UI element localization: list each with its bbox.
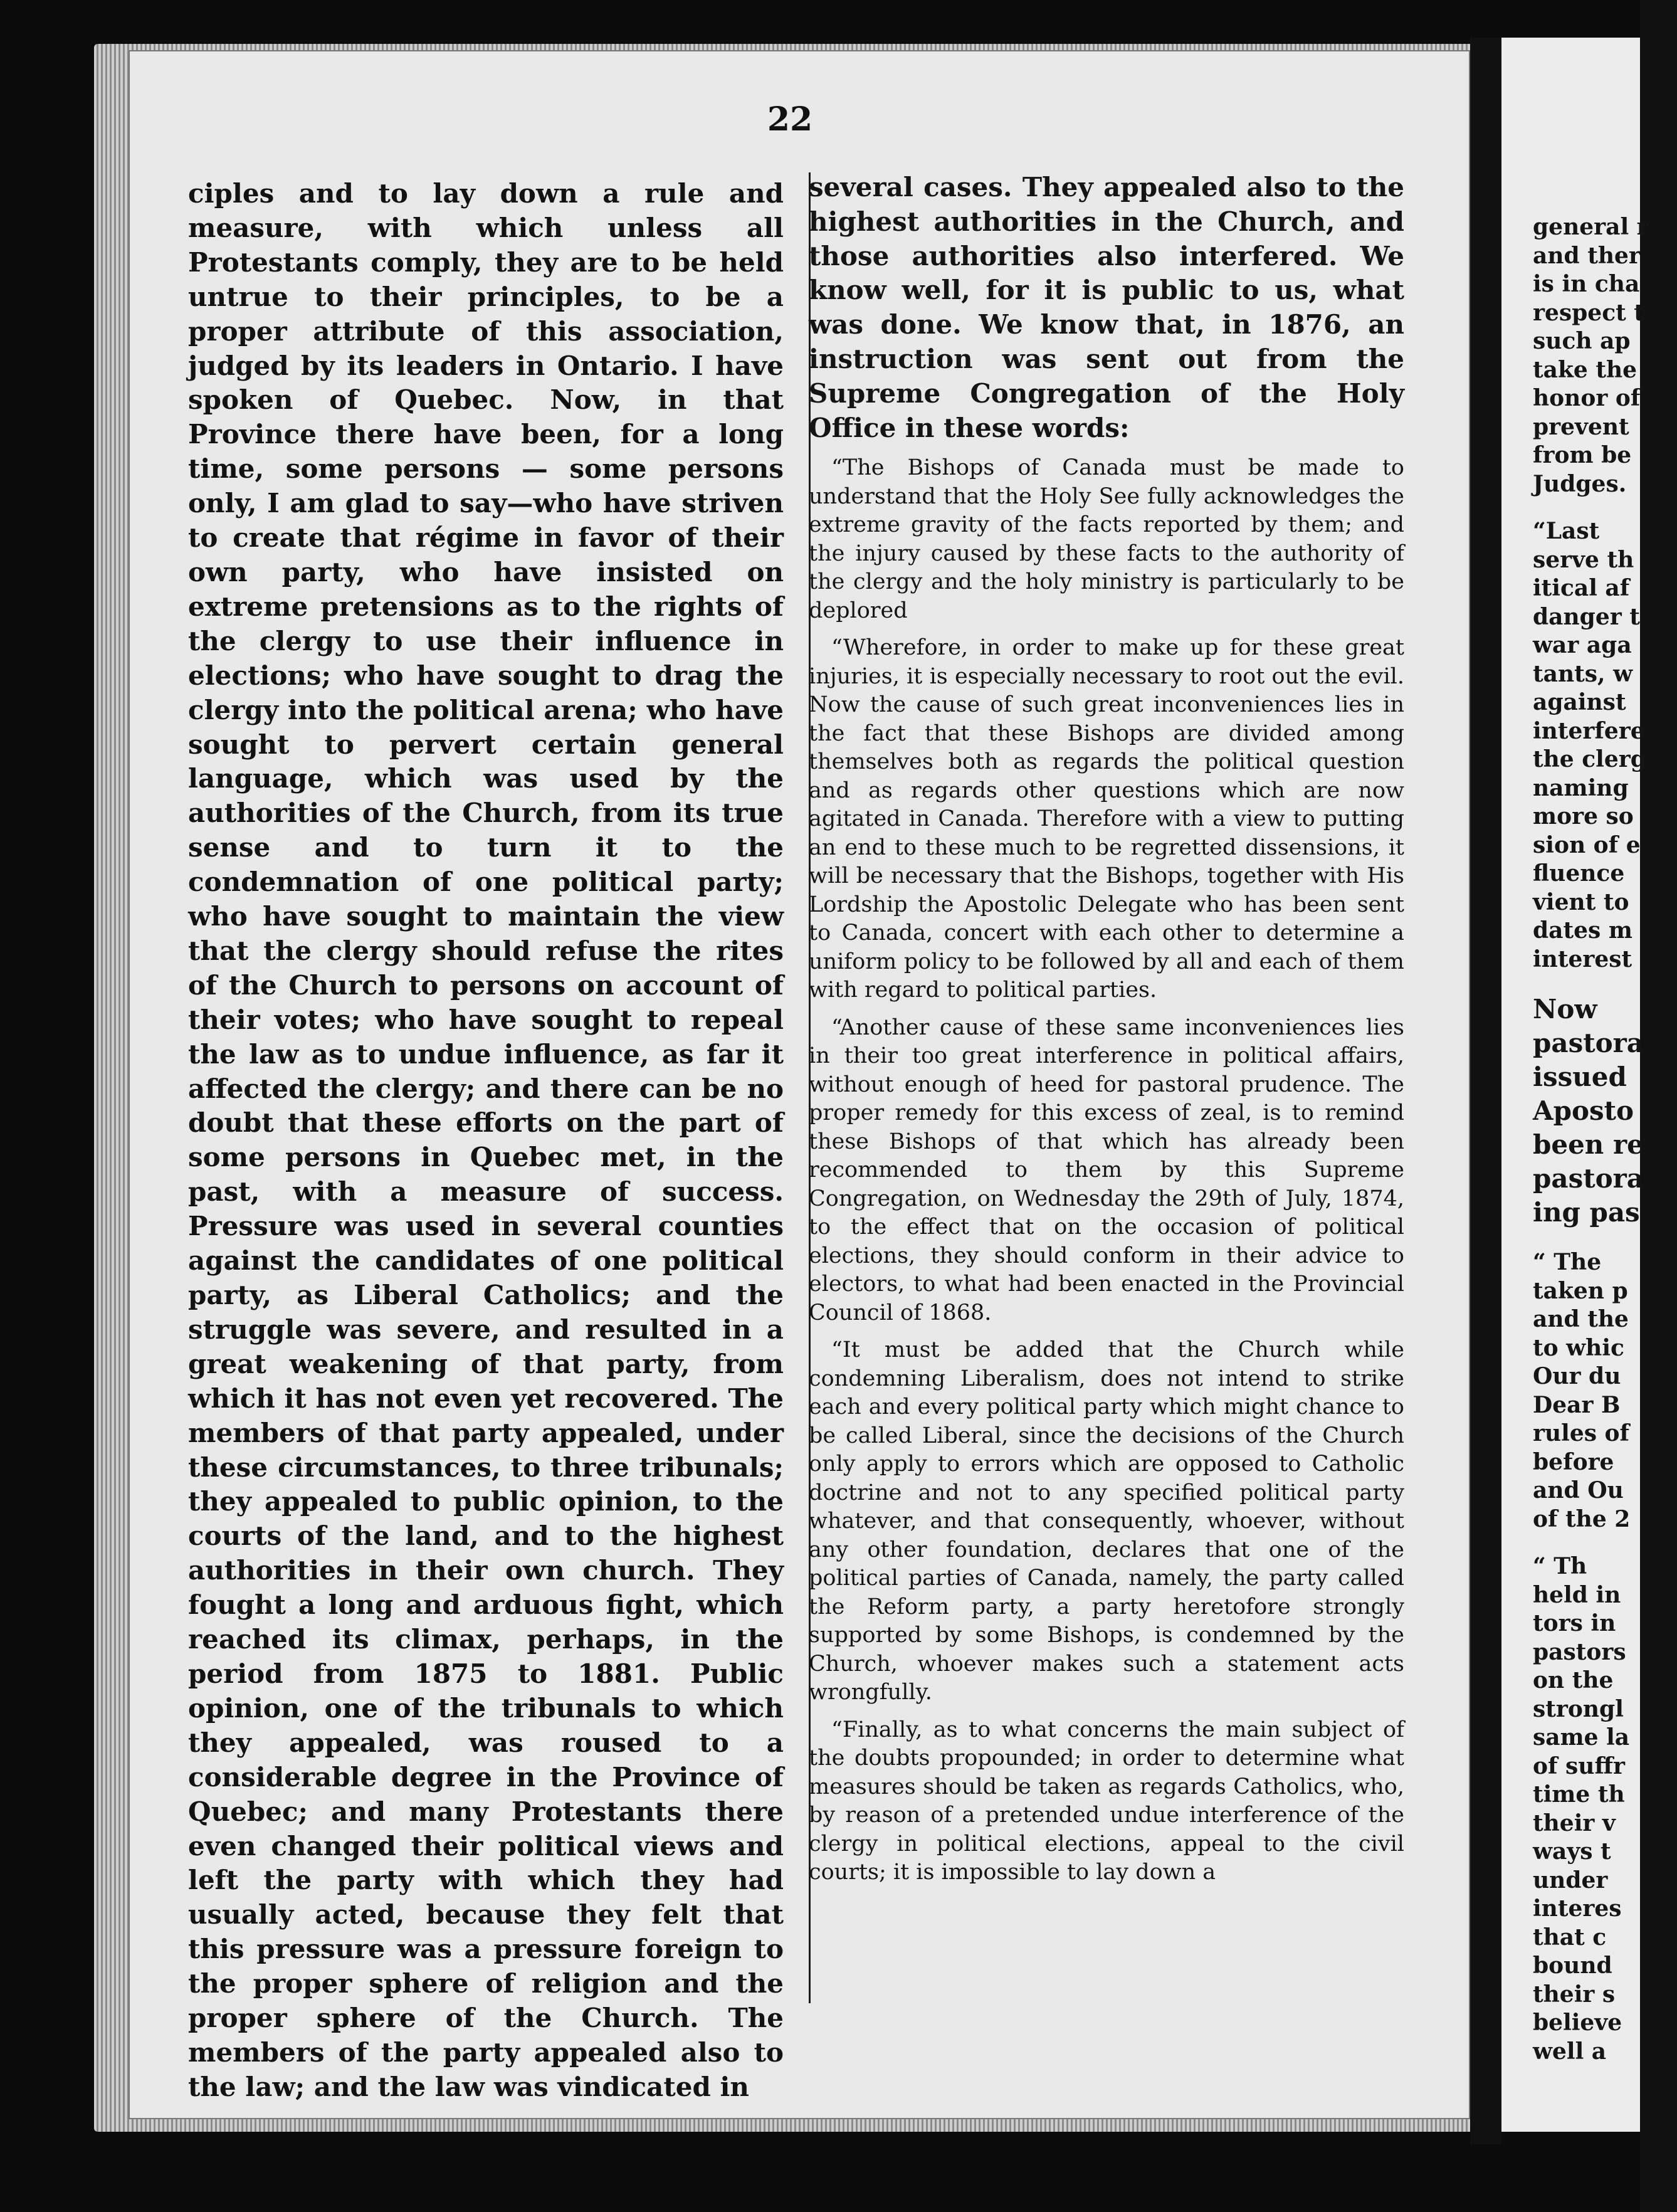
left-column-text: ciples and to lay down a rule and measure, with which unless all Protestants comply, they are to be held untrue to their principles, to be a proper attribute of this association, judged by its leaders in Ontario. I have spoken of Quebec. Now, in that Province there have been, for a long time, some persons — some persons only, I am glad to say—who have striven to create that régime in favor of their own party, who have insisted on extreme pretensions as to the rights of the clergy to use their influence in elections; who have sought to drag the clergy into the political arena; who have sought to pervert certain general language, which was used by the authorities of the Church, from its true sense and to turn it to the condemnation of one political party; who have sought to maintain the view that the clergy should refuse the rites of the Church to persons on account of their votes; who have sought to repeal the law as to undue influence, as far it affected the clergy; and there can be no doubt that these efforts on the part of some persons in Quebec met, in the past, with a measure of success. Pressure was used in several counties against the candidates of one political party, as Liberal Catholics; and the struggle was severe, and resulted in a great weakening of that party, from which it has not even yet recovered. The members of that party appealed, under these circumstances, to three tribunals; they appealed to public opinion, to the courts of the land, and to the highest authorities in their own church. They fought a long and arduous fight, which reached its climax, perhaps, in the period from 1875 to 1881. Public opinion, one of the tribunals to which they appealed, was roused to a considerable degree in the Province of Quebec; and many Protestants there even changed their political views and left the party with which they had usually acted, because they felt that this pressure was a pressure foreign to the proper sphere of religion and the proper sphere of the Church. The members of the party appealed also to the law; and the law was vindicated in	[188, 178, 784, 2102]
right-page-line: tants, w	[1533, 660, 1633, 687]
right-page-line: interfere	[1533, 717, 1645, 744]
right-page-line: dates m	[1533, 917, 1632, 944]
right-page-line: Aposto	[1533, 1095, 1634, 1126]
right-page-line: Now	[1533, 994, 1597, 1024]
right-page-line: vient to	[1533, 888, 1629, 915]
right-page-line: and the	[1533, 1306, 1629, 1332]
right-page-line: pastora	[1533, 1028, 1644, 1058]
right-page-line: naming	[1533, 774, 1629, 801]
right-page-line: serve th	[1533, 546, 1634, 573]
right-page-line: their s	[1533, 1981, 1616, 2008]
right-page-line: been re	[1533, 1129, 1644, 1160]
right-page-line: well a	[1533, 2038, 1607, 2065]
right-page-line: ways t	[1533, 1838, 1611, 1865]
quote-paragraph-4: “It must be added that the Church while condemning Liberalism, does not intend to strike each and every political party which might chance to be called Liberal, since the decisions of the Church only apply to errors which are opposed to Catholic doctrine and not to any specified political party whatever, and that consequently, whoever, without any other foundation, declares that one of the political parties of Canada, namely, the party called the Reform party, a party heretofore strongly supported by some Bishops, is condemned by the Church, whoever makes such a statement acts wrongfully.	[809, 1337, 1404, 1705]
right-page-line: issued	[1533, 1061, 1627, 1092]
right-page-line: respect t	[1533, 299, 1644, 326]
paragraph-gap	[1533, 498, 1677, 517]
right-page-line: pastors	[1533, 1638, 1626, 1665]
right-page-line: time th	[1533, 1781, 1625, 1808]
right-page-line: take the	[1533, 356, 1638, 383]
right-page	[1501, 38, 1649, 2132]
right-page-line: rules of	[1533, 1420, 1630, 1446]
right-page-line: tors in	[1533, 1610, 1616, 1636]
paragraph-gap	[1533, 1534, 1677, 1552]
paragraph-gap	[1533, 974, 1677, 993]
right-page-line: and Ou	[1533, 1477, 1624, 1504]
middle-column-intro: several cases. They appealed also to the highest authorities in the Church, and those authorities also interfered. We know well, for it is public to us, what was done. We know that, in 1876, an instruction was sent out from the Supreme Congregation of the Holy Office in these words:	[809, 172, 1404, 443]
right-page-line: taken p	[1533, 1277, 1628, 1304]
right-page-line: Dear B	[1533, 1391, 1621, 1418]
book-gutter	[1470, 38, 1501, 2144]
right-page-line: interes	[1533, 1895, 1622, 1922]
right-page-line: ing pas	[1533, 1197, 1640, 1228]
right-page-line: on the	[1533, 1667, 1614, 1693]
right-page-line: Our du	[1533, 1363, 1621, 1389]
right-page-line: honor of	[1533, 385, 1641, 411]
right-page-line: to whic	[1533, 1334, 1624, 1361]
right-page-line: such ap	[1533, 328, 1631, 354]
right-page-line: before	[1533, 1448, 1614, 1475]
right-page-line: strongl	[1533, 1695, 1624, 1722]
quote-paragraph-1: “The Bishops of Canada must be made to understand that the Holy See fully acknowledges the extreme gravity of the facts reported by them; and the injury caused by these facts to the authority of the clergy and the holy ministry is particularly to be deplored	[809, 455, 1404, 623]
page-number: 22	[767, 100, 813, 139]
right-page-line: from be	[1533, 442, 1632, 468]
right-page-line: Judges.	[1533, 470, 1627, 497]
right-page-line: under	[1533, 1867, 1608, 1893]
right-page-line: interest	[1533, 945, 1632, 972]
right-page-line: bound	[1533, 1952, 1612, 1979]
right-page-line: sion of e	[1533, 831, 1641, 858]
right-page-line: their v	[1533, 1809, 1616, 1836]
right-page-line: itical af	[1533, 575, 1630, 601]
middle-column	[802, 171, 1404, 2070]
right-page-line: general r	[1533, 214, 1649, 240]
right-page-line: fluence	[1533, 860, 1625, 887]
quote-paragraph-2: “Wherefore, in order to make up for these great injuries, it is especially necessary to root out the evil. Now the cause of such great inconveniences lies in the fact that these Bishops are divided among themselves both as regards the political question and as regards other questions which are now agitated in Canada. Therefore with a view to putting an end to these much to be regretted dissensions, it will be necessary that the Bishops, together with His Lordship the Apostolic Delegate who has been sent to Canada, concert with each other to determine a uniform policy to be followed by all and each of them with regard to political parties.	[809, 635, 1404, 1003]
right-page-line: prevent	[1533, 413, 1629, 440]
right-page-line: of suffr	[1533, 1752, 1625, 1779]
right-page-line: the clerg	[1533, 746, 1646, 772]
right-page-line: “Last	[1533, 518, 1600, 544]
right-page-line: “ Th	[1533, 1553, 1587, 1579]
quote-paragraph-5: “Finally, as to what concerns the main subject of the doubts propounded; in order to determine what measures should be taken as regards Catholics, who, by reason of a pretended undue interference of the clergy in political elections, appeal to the civil courts; it is impossible to lay down a	[809, 1717, 1404, 1885]
right-page-line: pastora	[1533, 1163, 1644, 1194]
right-page-line: same la	[1533, 1724, 1630, 1751]
right-page-line: against	[1533, 689, 1626, 715]
right-page-line: more so	[1533, 803, 1634, 830]
right-page-text	[1533, 213, 1677, 2066]
right-page-line: believe	[1533, 2009, 1622, 2036]
paragraph-gap	[1533, 1230, 1677, 1248]
quote-paragraph-3: “Another cause of these same inconveniences lies in their too great interference in political affairs, without enough of heed for pastoral prudence. The proper remedy for this excess of zeal, is to remind these Bishops of that which has already been recommended to them by this Supreme Congregation, on Wednesday the 29th of July, 1874, to the effect that on the occasion of political elections, they should conform in their advice to electors, to what had been enacted in the Provincial Council of 1868.	[809, 1014, 1404, 1325]
right-page-line: is in cha	[1533, 271, 1640, 297]
right-page-line: and ther	[1533, 242, 1641, 269]
right-page-line: danger t	[1533, 603, 1640, 630]
right-page-line: of the 2	[1533, 1505, 1631, 1532]
right-page-line: that c	[1533, 1924, 1607, 1951]
right-page-line: “ The	[1533, 1249, 1602, 1275]
right-page-line: held in	[1533, 1581, 1621, 1608]
right-page-line: war aga	[1533, 632, 1632, 658]
